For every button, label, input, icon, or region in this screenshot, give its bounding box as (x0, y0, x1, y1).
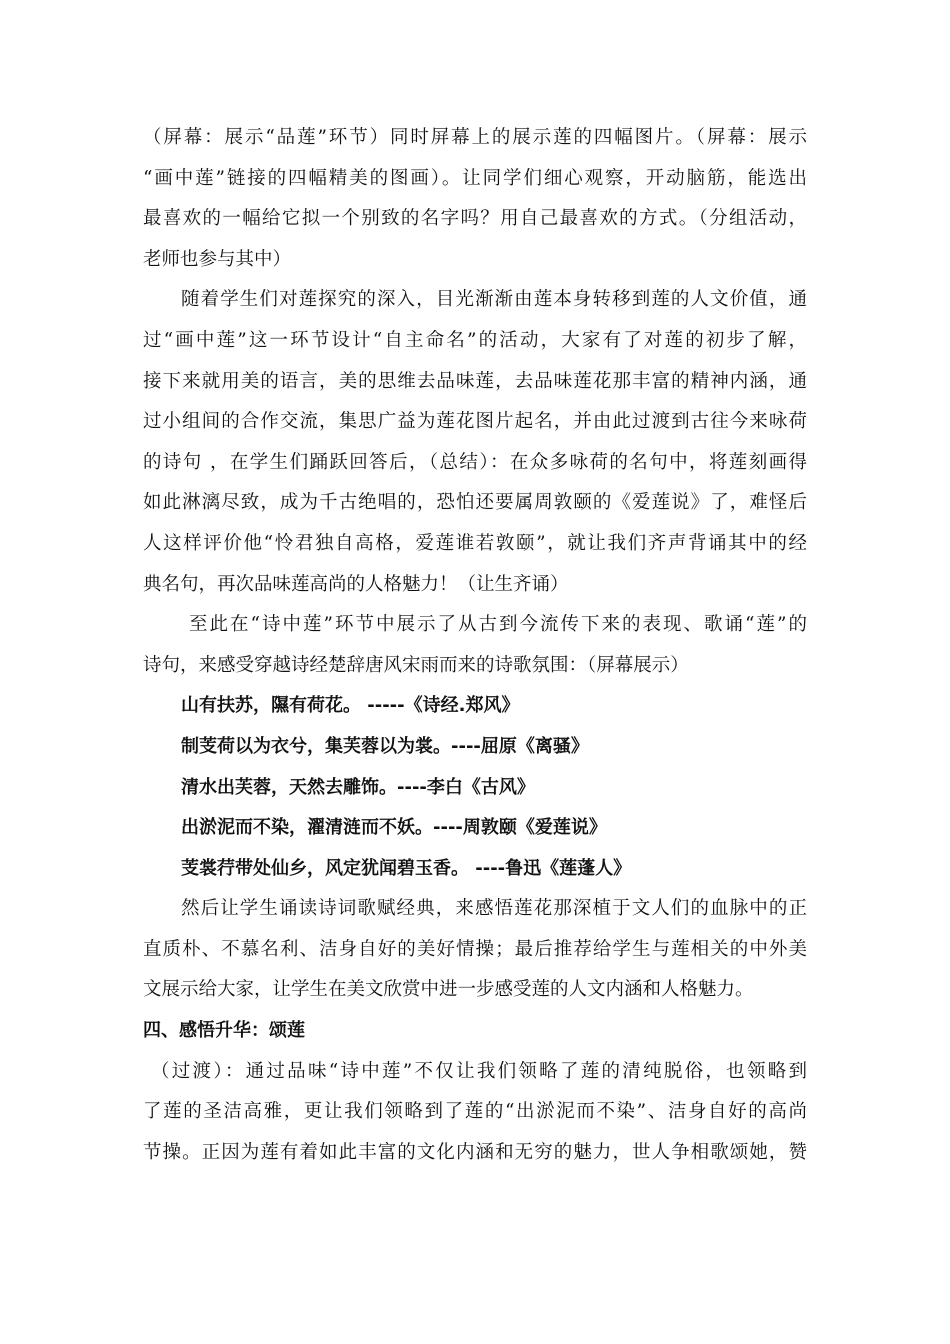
text-line: 文展示给大家，让学生在美文欣赏中进一步感受莲的人文内涵和人格魅力。 (143, 979, 754, 1001)
text-line: “画中莲”链接的四幅精美的图画）。让同学们细心观察，开动脑筋，能选出 (143, 167, 807, 189)
text-line: 的诗句 ，在学生们踊跃回答后，（总结）：在众多咏荷的名句中，将莲刻画得 (143, 451, 807, 473)
text-line: 接下来就用美的语言，美的思维去品味莲，去品味莲花那丰富的精神内涵，通 (143, 370, 807, 392)
text-line: 节操。正因为莲有着如此丰富的文化内涵和无穷的魅力，世人争相歌颂她，赞 (143, 1141, 807, 1163)
text-line: 随着学生们对莲探究的深入，目光渐渐由莲本身转移到莲的人文价值，通 (181, 289, 807, 311)
text-line: 最喜欢的一幅给它拟一个别致的名字吗？用自己最喜欢的方式。（分组活动， (143, 208, 807, 230)
text-line: 人这样评价他“怜君独自高格，爱莲谁若敦颐”，就让我们齐声背诵其中的经 (143, 532, 807, 554)
text-line: 然后让学生诵读诗词歌赋经典，来感悟莲花那深植于文人们的血脉中的正 (181, 898, 807, 920)
text-line: 直质朴、不慕名利、洁身自好的美好情操；最后推荐给学生与莲相关的中外美 (143, 938, 807, 960)
paragraph-screen-activity (143, 118, 807, 280)
section-heading: 四、感悟升华：颂莲 (143, 1020, 305, 1042)
paragraph-transition (143, 1052, 807, 1174)
poem-line: 制芰荷以为衣兮，集芙蓉以为裳。----屈原《离骚》 (181, 735, 589, 757)
text-line: 老师也参与其中） (143, 248, 292, 270)
poem-line: 清水出芙蓉，天然去雕饰。----李白《古风》 (181, 776, 535, 798)
text-line: 典名句，再次品味莲高尚的人格魅力！（让生齐诵） (143, 573, 569, 595)
text-line: （屏幕：展示“品莲”环节）同时屏幕上的展示莲的四幅图片。（屏幕：展示 (143, 127, 807, 148)
text-line: 如此淋漓尽致，成为千古绝唱的，恐怕还要属周敦颐的《爱莲说》了，难怪后 (143, 492, 807, 514)
text-line: （过渡）：通过品味“诗中莲”不仅让我们领略了莲的清纯脱俗，也领略到 (151, 1060, 807, 1082)
document-body (143, 118, 807, 1173)
poem-list (143, 686, 807, 889)
text-line: 过“画中莲”这一环节设计“自主命名”的活动，大家有了对莲的初步了解， (143, 329, 807, 351)
poem-line: 芰裳荇带处仙乡，风定犹闻碧玉香。 ----鲁迅《莲蓬人》 (181, 857, 632, 879)
text-line: 至此在“诗中莲”环节中展示了从古到今流传下来的表现、歌诵“莲”的 (189, 614, 807, 636)
paragraph-recitation (143, 889, 807, 1011)
poem-line: 山有扶苏，隰有荷花。 -----《诗经.郑风》 (181, 695, 520, 717)
text-line: 了莲的圣洁高雅，更让我们领略到了莲的“出淤泥而不染”、洁身自好的高尚 (143, 1101, 807, 1123)
paragraph-poem-intro (143, 605, 807, 686)
text-line: 过小组间的合作交流，集思广益为莲花图片起名，并由此过渡到古往今来咏荷 (143, 411, 807, 433)
poem-line: 出淤泥而不染，濯清涟而不妖。----周敦颐《爱莲说》 (181, 817, 607, 839)
text-line: 诗句，来感受穿越诗经楚辞唐风宋雨而来的诗歌氛围：（屏幕展示） (143, 654, 689, 676)
paragraph-lotus-culture (143, 280, 807, 605)
